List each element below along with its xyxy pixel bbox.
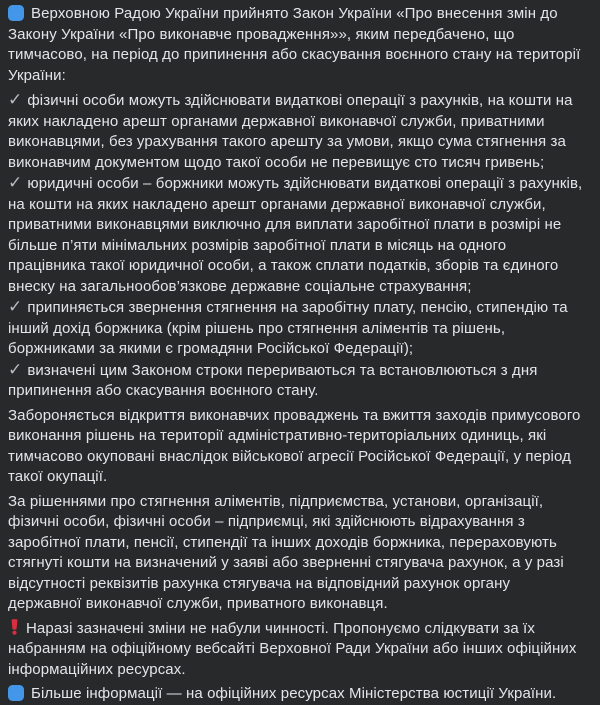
list-item xyxy=(8,173,586,297)
list-item xyxy=(8,360,586,402)
check-icon: ✓ xyxy=(8,90,23,110)
list-item-text: визначені цим Законом строки перериваються та встановлюються з дня припинення або скасування воєнного стану. xyxy=(8,361,538,399)
prohibition-paragraph xyxy=(8,406,586,488)
checklist xyxy=(8,90,586,402)
notice-paragraph xyxy=(8,619,586,681)
notice-text: Наразі зазначені зміни не набули чинності. Пропонуємо слідкувати за їх набранням на офіційному вебсайті Верховної Ради України або інших офіційних інформаційних ресурсах. xyxy=(8,619,577,678)
blue-square-icon xyxy=(8,5,24,21)
prohibition-text: Забороняється відкриття виконавчих проваджень та вжиття заходів примусового виконання рішень на території адміністративно-територіальних одиниць, які тимчасово окуповані внаслідок військової агресії Російської Федерації, у період такої окупації. xyxy=(8,406,581,485)
alimony-paragraph xyxy=(8,492,586,615)
footer-partial-text: Більше інформації — на офіційних ресурсах Міністерства юстиції України. xyxy=(31,685,557,702)
list-item-text: фізичні особи можуть здійснювати видаткові операції з рахунків, на кошти на яких накладено арешт органами державної виконавчої служби, приватними виконавцями, без урахування такого арешту за умови, якщо сума стягнення за виконавчим документом щодо такої особи не перевищує сто тисяч гривень; xyxy=(8,92,573,171)
alimony-text: За рішеннями про стягнення аліментів, підприємства, установи, організації, фізичні особи, фізичні особи – підприємці, які здійснюють відрахування з заробітної плати, пенсії, стипендії та інших доходів боржника, перераховують стягнуті кошти на визначений у заяві або зверненні стягувача рахунок, а у разі відсутності реквізитів рахунка стягувача на відповідний рахунок органу державної виконавчої служби, приватного виконавця. xyxy=(8,492,564,612)
intro-text: Верховною Радою України прийнято Закон України «Про внесення змін до Закону України «Про виконавче провадження»», яким передбачено, що тимчасово, на період до припинення або скасування воєнного стану на території України: xyxy=(8,5,581,84)
list-item-text: припиняється звернення стягнення на заробітну плату, пенсію, стипендію та інший дохід боржника (крім рішень про стягнення аліментів та рішень, боржниками за якими є громадяни Російської Федерації); xyxy=(8,299,568,357)
check-icon: ✓ xyxy=(8,359,23,380)
list-item-text: юридичні особи – боржники можуть здійснювати видаткові операції з рахунків, на кошти на яких накладено арешт органами державної виконавчої служби, приватними виконавцями виключно для виплати заробітної плати в розмірі не більше п’яти мінімальних розмірів заробітної плати в місяць на одного працівника такої юридичної особи, а також сплати податків, зборів та єдиного внеску на загальнообов’язкове державне соціальне страхування; xyxy=(8,175,583,295)
check-icon: ✓ xyxy=(8,297,23,317)
check-icon: ✓ xyxy=(8,173,23,193)
intro-paragraph xyxy=(8,4,586,86)
blue-square-icon xyxy=(8,685,24,701)
footer-partial-paragraph xyxy=(8,684,586,705)
list-item xyxy=(8,90,586,173)
list-item xyxy=(8,297,586,360)
red-exclamation-icon xyxy=(8,619,21,635)
